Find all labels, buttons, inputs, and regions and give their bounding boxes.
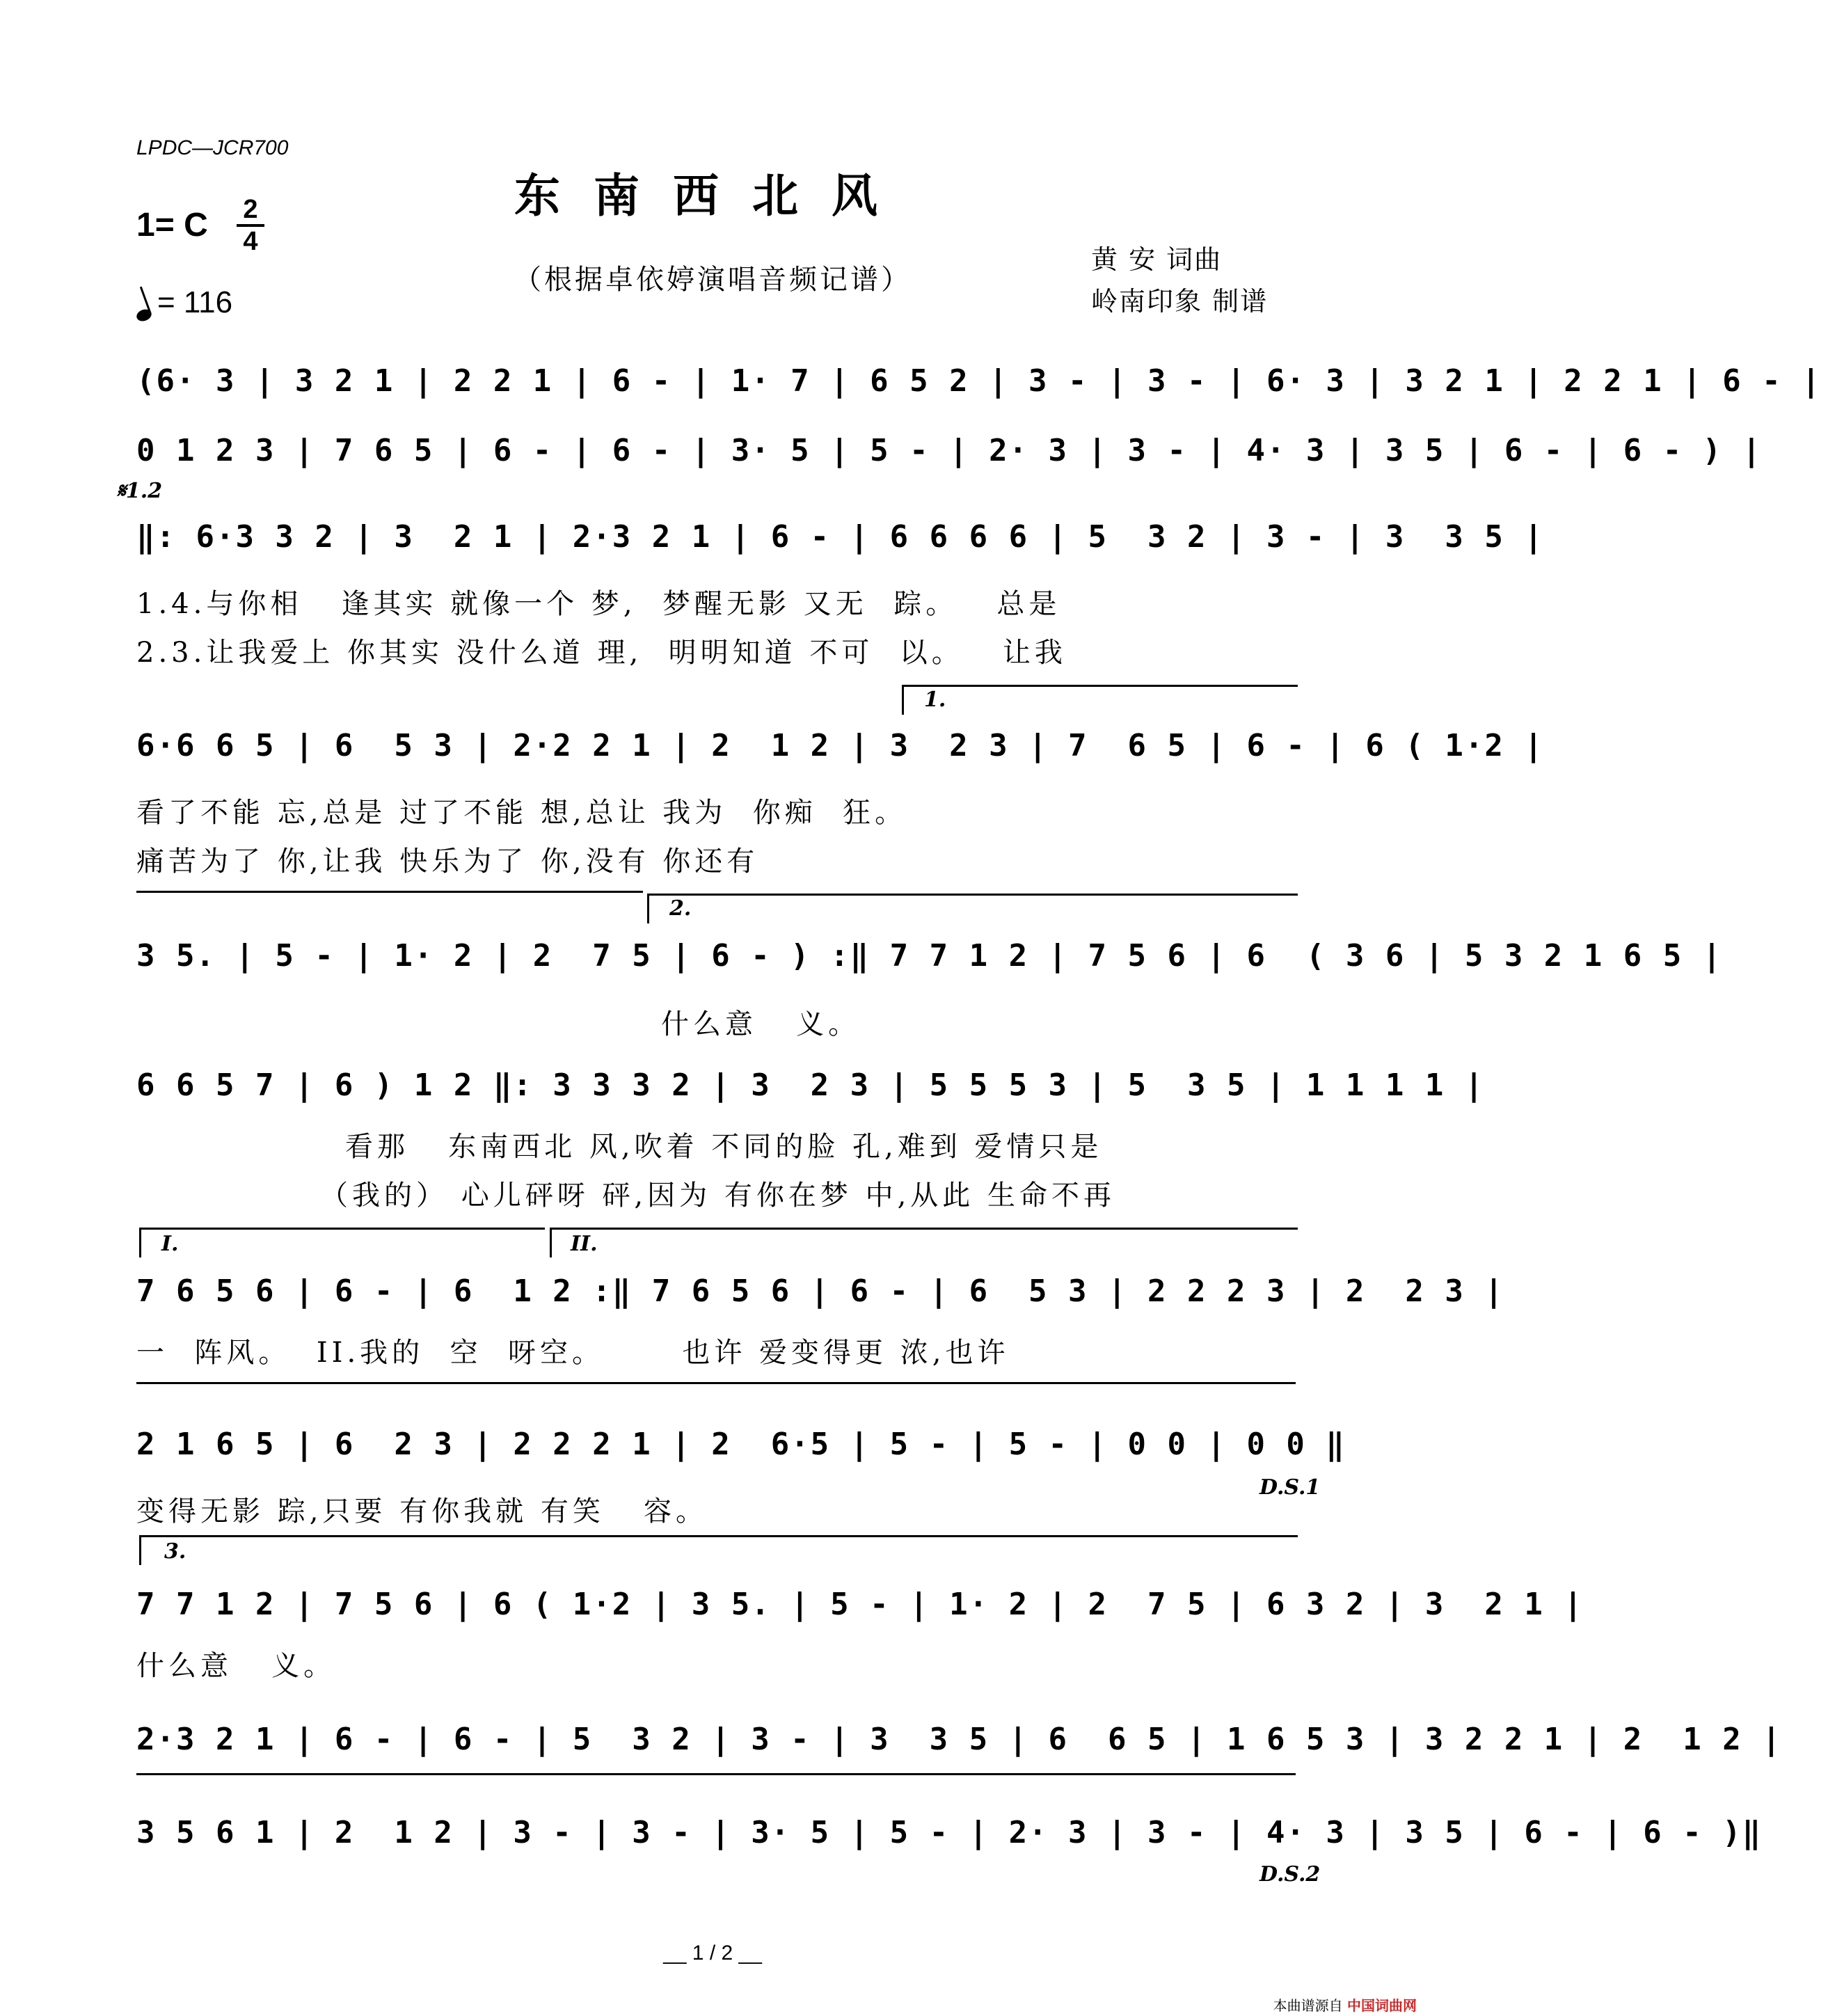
score-row-3: ‖: 6·3 3 2 | 3 2 1 | 2·3 2 1 | 6 - | 6 6 6 6 | 5 3 2 | 3 - | 3 3 5 | (136, 519, 1544, 555)
key-signature: 1= C (136, 207, 208, 244)
score-row-11: 3 5 6 1 | 2 1 2 | 3 - | 3 - | 3· 5 | 5 - | 2· 3 | 3 - | 4· 3 | 3 5 | 6 - | 6 - )‖ (136, 1815, 1763, 1850)
lyric-row-4-verse-1: 看了不能 忘,总是 过了不能 想,总让 我为 你痴 狂。 (136, 797, 907, 829)
ending-3-continuation (136, 1773, 1296, 1775)
ds1-mark: D.S.1 (1259, 1475, 1321, 1500)
lyric-row-6-verse-1: 看那 东南西北 风,吹着 不同的脸 孔,难到 爱情只是 (345, 1131, 1103, 1163)
source-site-link[interactable]: 中国词曲网 (1347, 1997, 1417, 2014)
credit-lyrics-music: 黄 安 词曲 (1091, 244, 1223, 275)
lyric-row-3-verse-1: 1.4.与你相 逢其实 就像一个 梦, 梦醒无影 又无 踪。 总是 (136, 588, 1061, 620)
volta-II-bracket (550, 1228, 1298, 1257)
time-signature (237, 196, 264, 255)
score-row-7: 7 6 5 6 | 6 - | 6 1 2 :‖ 7 6 5 6 | 6 - | 6 5 3 | 2 2 2 3 | 2 2 3 | (136, 1273, 1504, 1309)
lyric-row-5: 什么意 义。 (661, 1008, 861, 1040)
ending-2-label: 2. (669, 896, 692, 921)
tempo-value: = 116 (157, 285, 233, 319)
time-signature-bottom: 4 (243, 227, 258, 256)
lyric-row-7: 一 阵风。 II.我的 空 呀空。 也许 爱变得更 浓,也许 (136, 1337, 1010, 1369)
score-row-9: 7 7 1 2 | 7 5 6 | 6 ( 1·2 | 3 5. | 5 - | 1· 2 | 2 7 5 | 6 3 2 | 3 2 1 | (136, 1587, 1584, 1622)
ending-1-bracket (902, 685, 1298, 715)
ending-3-label: 3. (164, 1539, 186, 1564)
time-signature-top: 2 (243, 195, 258, 224)
ds2-mark: D.S.2 (1259, 1862, 1321, 1887)
score-row-4: 6·6 6 5 | 6 5 3 | 2·2 2 1 | 2 1 2 | 3 2 3 | 7 6 5 | 6 - | 6 ( 1·2 | (136, 728, 1544, 763)
volta-I-label: I. (161, 1232, 179, 1256)
volta-II-continuation (136, 1382, 1296, 1384)
page-number: __ 1 / 2 __ (663, 1942, 762, 1965)
score-row-5: 3 5. | 5 - | 1· 2 | 2 7 5 | 6 - ) :‖ 7 7 1 2 | 7 5 6 | 6 ( 3 6 | 5 3 2 1 6 5 | (136, 938, 1723, 974)
lyric-row-8: 变得无影 踪,只要 有你我就 有笑 容。 (136, 1495, 708, 1527)
volta-II-label: II. (571, 1232, 598, 1256)
ending-3-bracket (139, 1535, 1298, 1565)
source-credit (1273, 1994, 1417, 2015)
quarter-note-icon (135, 308, 153, 324)
credit-notation: 岭南印象 制谱 (1091, 286, 1269, 317)
ending-2-bracket (647, 894, 1298, 923)
segno-mark: 𝄋1.2 (117, 479, 163, 503)
score-row-1: (6· 3 | 3 2 1 | 2 2 1 | 6 - | 1· 7 | 6 5 2 | 3 - | 3 - | 6· 3 | 3 2 1 | 2 2 1 | 6 - | (136, 363, 1822, 399)
lyric-row-6-verse-2: （我的） 心儿砰呀 砰,因为 有你在梦 中,从此 生命不再 (320, 1180, 1116, 1212)
score-row-2: 0 1 2 3 | 7 6 5 | 6 - | 6 - | 3· 5 | 5 - | 2· 3 | 3 - | 4· 3 | 3 5 | 6 - | 6 - ) | (136, 433, 1763, 468)
ending-1-label: 1. (924, 688, 946, 712)
score-row-6: 6 6 5 7 | 6 ) 1 2 ‖: 3 3 3 2 | 3 2 3 | 5 5 5 3 | 5 3 5 | 1 1 1 1 | (136, 1067, 1485, 1103)
volta-I-bracket (139, 1228, 545, 1257)
score-row-8: 2 1 6 5 | 6 2 3 | 2 2 2 1 | 2 6·5 | 5 - | 5 - | 0 0 | 0 0 ‖ (136, 1427, 1346, 1462)
source-label: 本曲谱源自 (1273, 1997, 1343, 2014)
lyric-row-9: 什么意 义。 (136, 1650, 336, 1682)
subtitle: （根据卓依婷演唱音频记谱） (514, 264, 912, 296)
score-row-10: 2·3 2 1 | 6 - | 6 - | 5 3 2 | 3 - | 3 3 5 | 6 6 5 | 1 6 5 3 | 3 2 2 1 | 2 1 2 | (136, 1722, 1782, 1757)
lyric-row-3-verse-2: 2.3.让我爱上 你其实 没什么道 理, 明明知道 不可 以。 让我 (136, 637, 1067, 669)
song-title: 东南西北风 (514, 168, 911, 223)
ending-1-continuation (136, 891, 643, 893)
score-code: LPDC—JCR700 (136, 136, 289, 159)
lyric-row-4-verse-2: 痛苦为了 你,让我 快乐为了 你,没有 你还有 (136, 846, 759, 878)
